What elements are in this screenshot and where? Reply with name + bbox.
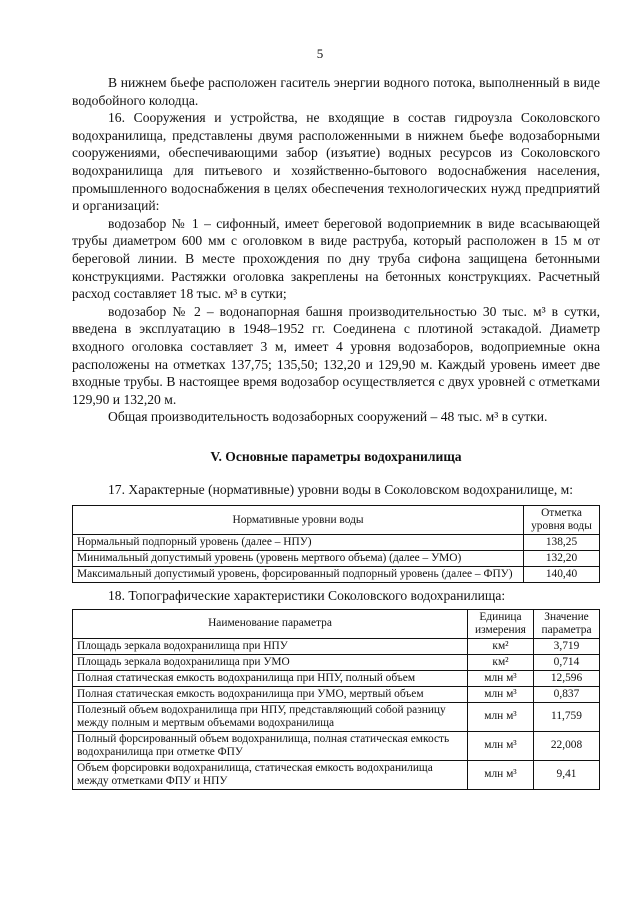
paragraph-17: 17. Характерные (нормативные) уровни воды в Соколовском водохранилище, м: — [108, 482, 574, 498]
paragraph-18: 18. Топографические характеристики Соколовского водохранилища: — [108, 588, 506, 604]
parameter-unit: млн м³ — [468, 702, 534, 731]
parameter-unit: млн м³ — [468, 686, 534, 702]
parameter-name: Площадь зеркала водохранилища при НПУ — [73, 638, 468, 654]
table-row — [73, 686, 600, 702]
table-row — [73, 702, 600, 731]
water-levels-table — [72, 505, 600, 583]
parameter-unit: млн м³ — [468, 731, 534, 760]
parameter-name: Объем форсировки водохранилища, статическая емкость водохранилища между отметками ФПУ и НПУ — [73, 760, 468, 789]
header-water-levels: Нормативные уровни воды — [73, 506, 524, 535]
table-header-row — [73, 609, 600, 638]
table-row — [73, 551, 600, 567]
level-name: Максимальный допустимый уровень, форсированный подпорный уровень (далее – ФПУ) — [73, 567, 524, 583]
header-unit: Единица измерения — [468, 609, 534, 638]
header-parameter-name: Наименование параметра — [73, 609, 468, 638]
parameter-name: Полная статическая емкость водохранилища при НПУ, полный объем — [73, 670, 468, 686]
level-name: Минимальный допустимый уровень (уровень мертвого объема) (далее – УМО) — [73, 551, 524, 567]
parameter-unit: км² — [468, 638, 534, 654]
table-row — [73, 535, 600, 551]
parameter-name: Полная статическая емкость водохранилища при УМО, мертвый объем — [73, 686, 468, 702]
level-value: 138,25 — [524, 535, 600, 551]
header-value: Значение параметра — [534, 609, 600, 638]
paragraph-total-capacity: Общая производительность водозаборных сооружений – 48 тыс. м³ в сутки. — [108, 409, 548, 425]
parameter-name: Полезный объем водохранилища при НПУ, представляющий собой разницу между полным и мертвым объемами водохранилища — [73, 702, 468, 731]
table-row — [73, 567, 600, 583]
topographic-table — [72, 609, 600, 790]
table-row — [73, 654, 600, 670]
table-row — [73, 670, 600, 686]
level-value: 132,20 — [524, 551, 600, 567]
header-level-mark: Отметка уровня воды — [524, 506, 600, 535]
section-heading: V. Основные параметры водохранилища — [210, 448, 462, 464]
paragraph-intake-1: водозабор № 1 – сифонный, имеет береговой водоприемник в виде всасывающей трубы диаметром 600 мм с оголовком в виде раструба, который расположен в 15 м от береговой линии. В месте прохождения по дну труба сифона защищена бетонными конструкциями. Растяжки оголовка закреплены на бетонных конструкциях. Расчетный расход составляет 18 тыс. м³ в сутки; — [72, 215, 600, 302]
parameter-value: 0,837 — [534, 686, 600, 702]
document-body — [72, 74, 600, 790]
page-number: 5 — [316, 46, 324, 61]
paragraph-intake-2: водозабор № 2 – водонапорная башня производительностью 30 тыс. м³ в сутки, введена в эксплуатацию в 1948–1952 гг. Соединена с плотиной эстакадой. Диаметр входного оголовка составляет 3 м, имеет 4 уровня водозаборов, водоприемные окна расположены на отметках 137,75; 135,50; 132,20 и 129,90 м. Каждый уровень имеет две входные трубы. В настоящее время водозабор осуществляется с двух уровней с отметками 129,90 и 132,20 м. — [72, 303, 600, 407]
parameter-value: 9,41 — [534, 760, 600, 789]
parameter-unit: млн м³ — [468, 670, 534, 686]
table-header-row — [73, 506, 600, 535]
parameter-name: Площадь зеркала водохранилища при УМО — [73, 654, 468, 670]
parameter-value: 22,008 — [534, 731, 600, 760]
paragraph-stilling-basin: В нижнем бьефе расположен гаситель энергии водного потока, выполненный в виде водобойного колодца. — [72, 75, 600, 108]
parameter-value: 0,714 — [534, 654, 600, 670]
level-name: Нормальный подпорный уровень (далее – НПУ) — [73, 535, 524, 551]
table-row — [73, 760, 600, 789]
table-row — [73, 731, 600, 760]
parameter-name: Полный форсированный объем водохранилища, полная статическая емкость водохранилища при отметке ФПУ — [73, 731, 468, 760]
level-value: 140,40 — [524, 567, 600, 583]
parameter-value: 12,596 — [534, 670, 600, 686]
table-row — [73, 638, 600, 654]
parameter-unit: км² — [468, 654, 534, 670]
parameter-value: 11,759 — [534, 702, 600, 731]
parameter-unit: млн м³ — [468, 760, 534, 789]
paragraph-16: 16. Сооружения и устройства, не входящие в состав гидроузла Соколовского водохранилища, представлены двумя расположенными в нижнем бьефе водозаборными сооружениями, обеспечивающими забор (изъятие) водных ресурсов из Соколовского водохранилища для питьевого и хозяйственно-бытового водоснабжения населения, промышленного водоснабжения в целях обеспечения технологических нужд предприятий и организаций: — [72, 110, 600, 214]
parameter-value: 3,719 — [534, 638, 600, 654]
